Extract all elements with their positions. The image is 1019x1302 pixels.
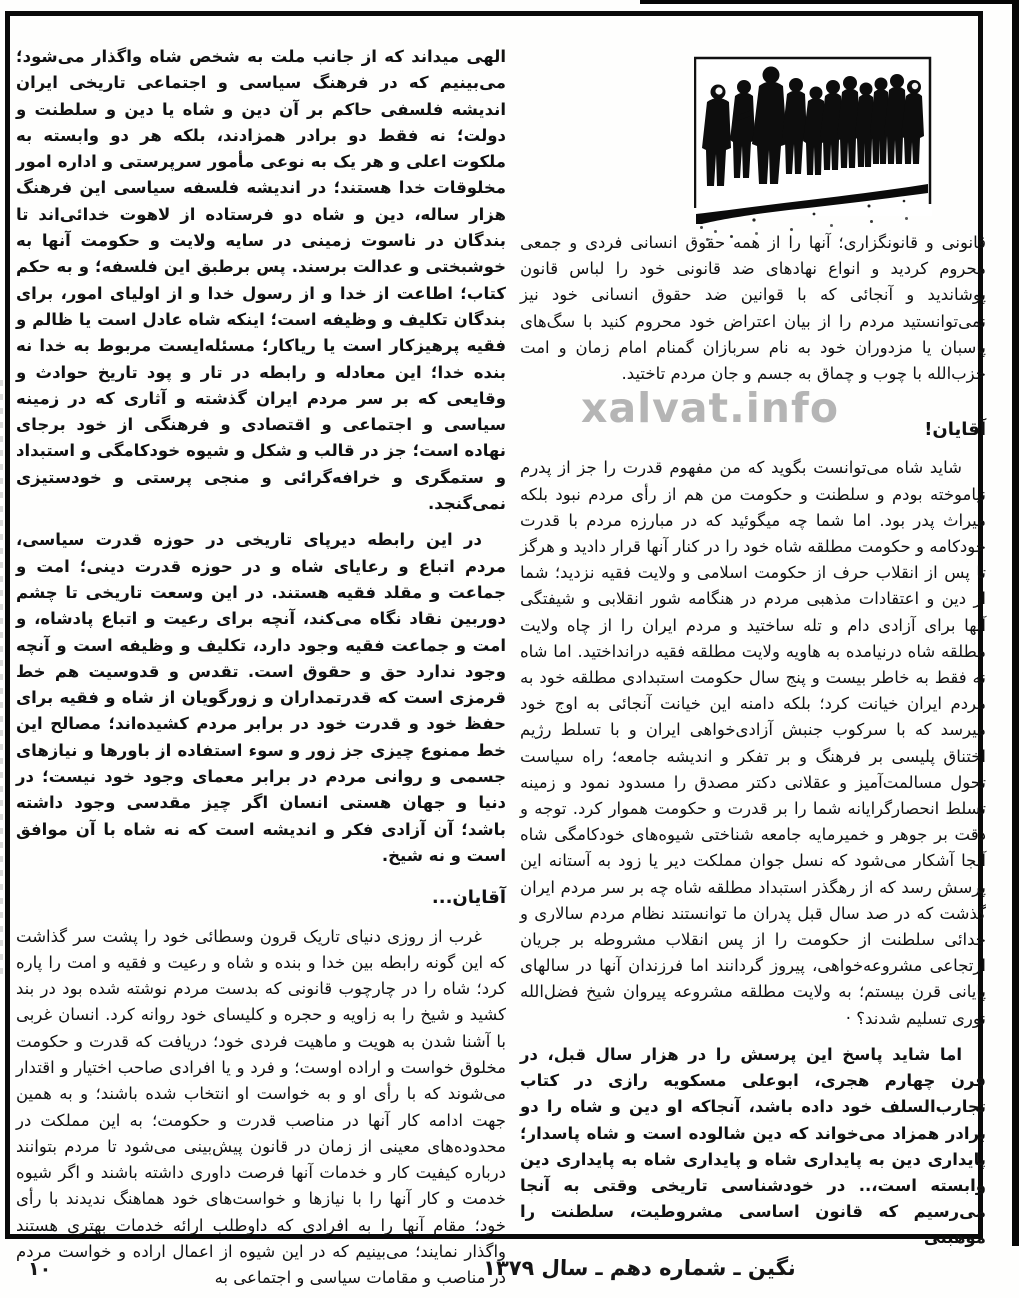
page-number: ۱۰ xyxy=(28,1258,52,1280)
scan-edge-top xyxy=(640,0,1019,4)
left-paragraph-1: الهی میداند که از جانب ملت به شخص شاه واگذار می‌شود؛ می‌بینیم که در فرهنگ سیاسی و اجتماعی تاریخی ایران اندیشه فلسفی حاکم بر آن دین و شاه یا دین و سلطنت و دولت؛ نه فقط دو برادر همزادند، بلکه هر دو وابسته به ملکوت اعلی و هر یک به نوعی مأمور سرپرستی و اداره امور مخلوقات خدا هستند؛ در اندیشه فلسفه سیاسی این فرهنگ هزار ساله، دین و شاه دو فرستاده از لاهوت خدائی‌اند تا بندگان در ناسوت زمینی در سایه ولایت و حکومت آنها به خوشبختی و عدالت برسند. پس برطبق این فلسفه؛ و به حکم کتاب؛ اطاعت از خدا و از رسول خدا و از اولیای امور، برای بندگان تکلیف و وظیفه است؛ اینکه شاه عادل است یا ظالم و فقیه پرهیزکار است یا ریاکار؛ مسئله‌ایست مربوط به خدا نه بنده خدا؛ این معادله و رابطه در تار و پود تاریخ حوادث و وقایعی که بر سر مردم ایران گذشته و آثاری که در زمینه سیاسی و اجتماعی و اقتصادی و فرهنگی از خود برجای نهاده است؛ جز در قالب و شکل و شیوه خودکامگی و استبداد و ستمگری و خرافه‌گرائی و منجی پرستی و خودستیزی نمی‌گنجد. xyxy=(16,47,506,514)
right-column xyxy=(520,230,986,1262)
journal-footer-line: نگین ـ شماره دهم ـ سال ۱۳۷۹ xyxy=(482,1256,797,1280)
group-photo-illustration xyxy=(694,56,932,230)
scan-noise-dots xyxy=(700,226,703,229)
group-photo xyxy=(694,56,932,230)
left-column xyxy=(16,44,506,1302)
left-paragraph-2: در این رابطه دیرپای تاریخی در حوزه قدرت سیاسی، مردم اتباع و رعایای شاه و در حوزه قدرت دینی؛ امت و جماعت و مقلد فقیه هستند. در این وسعت تاریخی تا چشم دوربین نقاد نگاه می‌کند، آنچه برای رعیت و اتباع پادشاه، و امت و جماعت فقیه وجود دارد، تکلیف و وظیفه است و آنچه وجود ندارد حق و حقوق است. تقدس و قدوسیت هم خط قرمزی است که قدرتمداران و زورگویان از شاه و فقیه برای حفظ خود و قدرت خود در برابر مردم کشیده‌اند؛ مصالح این خط ممنوع چیزی جز زور و سوء استفاده از باورها و نیازهای جسمی و روانی مردم در برابر معمای وجود خود نیست؛ در دنیا و جهان هستی انسان اگر چیز مقدسی وجود داشته باشد؛ آن آزادی فکر و اندیشه است که نه شاه با آن موافق است و نه شیخ. xyxy=(16,530,506,865)
right-section-heading: آقایان! xyxy=(924,419,986,441)
watermark-text: xalvat.info xyxy=(581,384,839,432)
right-paragraph-3-bold: اما شاید پاسخ این پرسش را در هزار سال قبل، در قرن چهارم هجری، ابوعلی مسکویه رازی در کتاب تجارب‌السلف خود داده باشد، آنجاکه او دین و شاه را دو برادر همزاد می‌خواند که دین شالوده است و شاه پاسدار؛ پایداری دین به پایداری شاه و پایداری شاه به پایداری دین وابسته است،.. در خودشناسی تاریخی وقتی به آنجا می‌رسیم که قانون اساسی مشروطیت، سلطنت را موهبتی xyxy=(520,1044,986,1248)
right-paragraph-2: شاید شاه می‌توانست بگوید که من مفهوم قدرت را جز از پدرم نیاموخته بودم و سلطنت و حکومت من هم از رأی مردم نبود بلکه میراث پدر بود. اما شما چه میگوئید که در مبارزه مردم با قدرت خودکامه و حکومت مطلقه شاه خود را در کنار آنها قرار دادید و هرگز تا پس از انقلاب حرف از حکومت اسلامی و ولایت فقیه نزدید؛ شما از دین و اعتقادات مذهبی مردم در هنگامه شور انقلابی و شیفتگی آنها برای آزادی دام و تله ساختید و مردم ایران را از چاه ولایت مطلقه شاه درنیامده به هاویه ولایت مطلقه فقیه درانداختید. اما شاه نه فقط به خاطر بیست و پنج سال حکومت استبدادی مطلقه خود به مردم ایران خیانت کرد؛ بلکه دامنه این خیانت آنجائی به اوج خود میرسد که با سرکوب جنبش آزادی‌خواهی ایران و با تسلط رژیم اختناق پلیسی بر فرهنگ و بر تفکر و اندیشه جامعه؛ راه سیاست تحول مسالمت‌آمیز و عقلانی دکتر مصدق را مسدود نمود و زمینه تسلط انحصارگرایانه شما را بر قدرت و حکومت هموار کرد. توجه و دقت بر جوهر و خمیرمایه جامعه شناختی شیوه‌های خودکامگی شاه آنجا آشکار می‌شود که نسل جوان مملکت دیر یا زود به آستانه این پرسش رسد که از رهگذر استبداد مطلقه شاه چه بر سر مردم ایران گذشت که در صد سال قبل پدران ما توانستند نظام مردم سالاری و جدائی سلطنت از حکومت را از پس انقلاب مشروطه بر جریان ارتجاعی مشروعه‌خواهی، پیروز گردانند اما فرزندان آنها در سالهای پایانی قرن بیستم؛ به ولایت مطلقه مشروعه پیروان شیخ فضل‌الله نوری تسلیم شدند؟ · xyxy=(520,458,986,1028)
scan-edge-right xyxy=(1012,0,1019,1246)
left-section-heading: آقایان... xyxy=(431,887,506,909)
left-paragraph-3: غرب از روزی دنیای تاریک قرون وسطائی خود را پشت سر گذاشت که این گونه رابطه بین خدا و بنده و شاه و رعیت و فقیه و امت را پاره کرد؛ شاه را در چارچوب قانونی که بدست مردم نوشته شده بود در بند کشید و شیخ را به زاویه و حجره و کلیسای خود روانه کرد. انسان غربی با آشنا شدن به هویت و ماهیت فردی خود؛ دریافت که قدرت و حکومت مخلوق خواست و اراده اوست؛ و فرد و یا افرادی صاحب اختیار و اقتدار می‌شوند که با رأی او و به خواست او انتخاب شده باشند؛ و به همین جهت ادامه کار آنها در مناصب قدرت و حکومت؛ به این مملکت در محدوده‌های معینی از زمان در قانون پیش‌بینی می‌شود تا مردم بتوانند درباره کیفیت کار و خدمات آنها فرصت داوری داشته باشند و اگر شیوه خدمت و کار آنها را با نیازها و خواست‌های خود هماهنگ ندیدند با رأی خود؛ مقام آنها را به افرادی که داوطلب ارائه خدمات بهتری هستند واگذار نمایند؛ می‌بینیم که در این شیوه از اعمال اراده و خواست مردم در مناصب و مقامات سیاسی و اجتماعی به xyxy=(16,926,506,1288)
right-paragraph-1: قانونی و قانونگزاری؛ آنها را از همه حقوق انسانی فردی و جمعی محروم کردید و انواع نهادهای ضد قانونی خود را لباس قانون پوشاندید و آنجائی که با قوانین ضد حقوق انسانی خود نیز نمی‌توانستید مردم را از بیان اعتراض خود محروم کنید با سگ‌های پاسبان یا مزدوران خود به نام سربازان گمنام امام زمان و امت حزب‌الله با چوب و چماق به جسم و جان مردم تاختید. xyxy=(520,233,986,384)
scan-edge-left xyxy=(0,380,3,980)
